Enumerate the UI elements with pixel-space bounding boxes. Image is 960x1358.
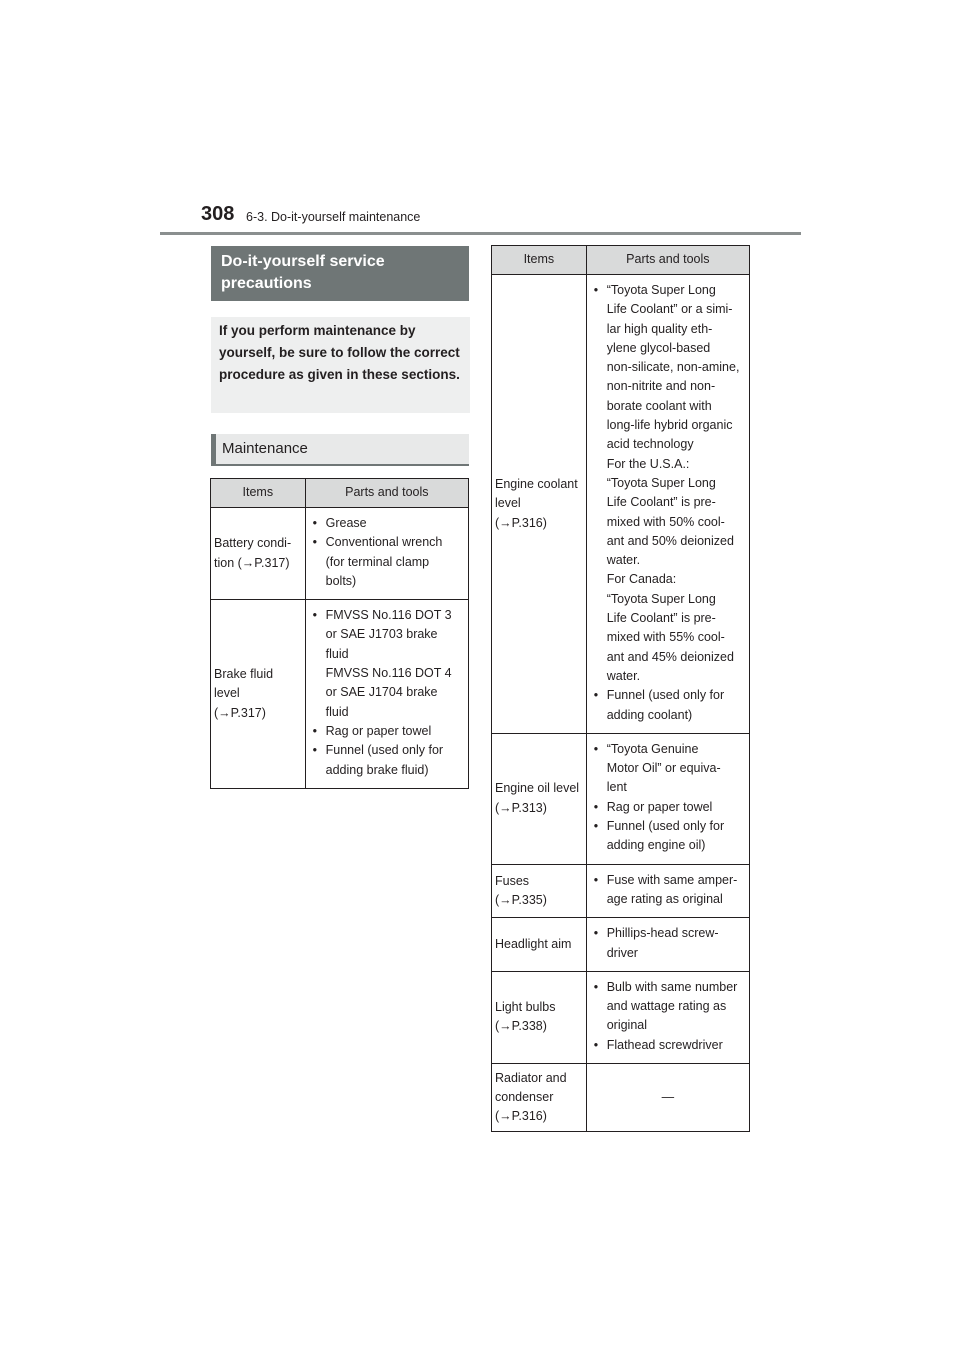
item-cell: [492, 864, 587, 918]
parts-list: [590, 978, 746, 1055]
parts-line: • Grease: [325, 516, 367, 530]
item-cell: [211, 600, 306, 789]
parts-line: ant and 45% deionized: [606, 649, 734, 664]
item-line: (→P.317): [214, 705, 266, 720]
table-row: [211, 508, 469, 600]
table-row: [492, 918, 750, 972]
parts-line: non-silicate, non-amine,: [606, 360, 740, 375]
parts-line: fluid: [325, 646, 349, 661]
item-line: Engine coolant: [495, 476, 578, 491]
parts-line: adding engine oil): [606, 838, 706, 853]
parts-line: Life Coolant” is pre-: [606, 495, 716, 510]
item-line: Light bulbs: [495, 1000, 556, 1015]
parts-line: ant and 50% deionized: [606, 533, 734, 548]
parts-list-item: [326, 741, 465, 780]
item-line: Battery condi-: [214, 536, 292, 551]
parts-cell: [586, 733, 749, 864]
parts-line: or SAE J1703 brake: [325, 627, 438, 642]
item-line: Headlight aim: [495, 936, 572, 951]
parts-line: • FMVSS No.116 DOT 3: [325, 608, 452, 623]
item-line: (→P.313): [495, 800, 547, 815]
item-line: (→P.316): [495, 515, 547, 530]
item-line: (→P.335): [495, 892, 547, 907]
parts-list-item: [607, 281, 746, 686]
item-cell: [492, 733, 587, 864]
item-line: (→P.338): [495, 1019, 547, 1034]
table-row: [492, 275, 750, 734]
column-header-parts: Parts and tools: [586, 246, 749, 275]
parts-list-item: [607, 978, 746, 1036]
parts-line: • Conventional wrench: [325, 535, 443, 550]
parts-table-left: [210, 478, 469, 789]
parts-list-item: [607, 740, 746, 798]
parts-line: water.: [606, 668, 641, 683]
parts-line: • Funnel (used only for: [606, 819, 725, 834]
parts-line: or SAE J1704 brake: [325, 685, 438, 700]
parts-line: • Fuse with same amper-: [606, 872, 738, 887]
table-row: [492, 864, 750, 918]
parts-line: Life Coolant” is pre-: [606, 611, 716, 626]
parts-list-item: [607, 817, 746, 856]
table-header-row: [211, 479, 469, 508]
parts-cell: [305, 508, 468, 600]
item-line: level: [495, 496, 521, 511]
parts-line: water.: [606, 553, 641, 568]
parts-line: For the U.S.A.:: [606, 456, 690, 471]
table-row: [492, 1063, 750, 1131]
parts-line: fluid: [325, 704, 349, 719]
parts-list: [590, 281, 746, 725]
parts-list-item: [326, 533, 465, 591]
parts-line: long-life hybrid organic: [606, 418, 733, 433]
parts-line: • Rag or paper towel: [325, 723, 432, 738]
parts-line: adding coolant): [606, 707, 693, 722]
parts-line: mixed with 55% cool-: [606, 630, 725, 645]
parts-line: • Bulb with same number: [606, 979, 738, 994]
page-number: 308: [201, 203, 235, 225]
parts-list-item: [326, 722, 465, 741]
item-cell: [492, 1063, 587, 1131]
parts-line: • Funnel (used only for: [606, 688, 725, 703]
parts-list: [590, 740, 746, 856]
parts-list-item: [607, 686, 746, 725]
parts-line: (for terminal clamp: [325, 554, 430, 569]
parts-table-right: [491, 245, 750, 1132]
parts-list-item: [607, 798, 746, 817]
parts-line: • “Toyota Genuine: [606, 741, 699, 756]
item-cell: [492, 971, 587, 1063]
item-line: Engine oil level: [495, 781, 580, 796]
item-line: tion (→P.317): [214, 555, 290, 570]
parts-line: borate coolant with: [606, 398, 712, 413]
parts-line: original: [606, 1018, 648, 1033]
parts-line: • Phillips-head screw-: [606, 926, 719, 941]
empty-dash: —: [661, 1089, 675, 1104]
parts-line: ylene glycol-based: [606, 340, 711, 355]
parts-line: mixed with 50% cool-: [606, 514, 725, 529]
maintenance-heading: Maintenance: [211, 434, 469, 466]
parts-line: “Toyota Super Long: [606, 475, 716, 490]
parts-line: driver: [606, 945, 638, 960]
parts-list: [309, 606, 465, 780]
parts-list-item: [326, 606, 465, 722]
parts-line: FMVSS No.116 DOT 4: [325, 666, 452, 681]
parts-line: bolts): [325, 573, 357, 588]
parts-line: acid technology: [606, 437, 694, 452]
parts-line: adding brake fluid): [325, 762, 429, 777]
item-line: (→P.316): [495, 1109, 547, 1124]
item-line: Brake fluid: [214, 667, 274, 682]
parts-list-item: [607, 924, 746, 963]
parts-line: For Canada:: [606, 572, 677, 587]
parts-list: [309, 514, 465, 591]
service-precautions-intro: If you perform maintenance by yourself, be sure to follow the correct procedure as given in these sections.: [211, 317, 470, 413]
parts-cell: [586, 918, 749, 972]
item-line: level: [214, 686, 240, 701]
parts-list: [590, 871, 746, 910]
parts-line: age rating as original: [606, 891, 723, 906]
column-header-parts: Parts and tools: [305, 479, 468, 508]
parts-line: and wattage rating as: [606, 999, 727, 1014]
item-line: Fuses: [495, 873, 530, 888]
parts-cell: [586, 1063, 749, 1131]
parts-cell: [305, 600, 468, 789]
parts-list-item: [326, 514, 465, 533]
column-header-items: Items: [211, 479, 306, 508]
parts-line: Life Coolant” or a simi-: [606, 302, 733, 317]
service-precautions-heading: Do-it-yourself service precautions: [211, 246, 469, 301]
item-cell: [492, 275, 587, 734]
item-cell: [211, 508, 306, 600]
section-title: 6-3. Do-it-yourself maintenance: [246, 210, 421, 224]
parts-line: • “Toyota Super Long: [606, 283, 716, 297]
item-line: condenser: [495, 1089, 554, 1104]
column-header-items: Items: [492, 246, 587, 275]
header-rule: [160, 232, 801, 235]
table-header-row: [492, 246, 750, 275]
item-line: Radiator and: [495, 1070, 567, 1085]
parts-cell: [586, 864, 749, 918]
parts-cell: [586, 971, 749, 1063]
item-cell: [492, 918, 587, 972]
parts-line: lar high quality eth-: [606, 321, 713, 336]
table-row: [492, 733, 750, 864]
parts-list-item: [607, 871, 746, 910]
parts-cell: [586, 275, 749, 734]
parts-list-item: [607, 1036, 746, 1055]
table-row: [492, 971, 750, 1063]
parts-line: • Rag or paper towel: [606, 799, 713, 814]
parts-line: non-nitrite and non-: [606, 379, 716, 394]
parts-line: • Flathead screwdriver: [606, 1037, 723, 1052]
table-row: [211, 600, 469, 789]
parts-line: Motor Oil” or equiva-: [606, 761, 721, 776]
parts-line: • Funnel (used only for: [325, 743, 444, 758]
parts-line: “Toyota Super Long: [606, 591, 716, 606]
parts-list: [590, 924, 746, 963]
parts-line: lent: [606, 780, 627, 795]
